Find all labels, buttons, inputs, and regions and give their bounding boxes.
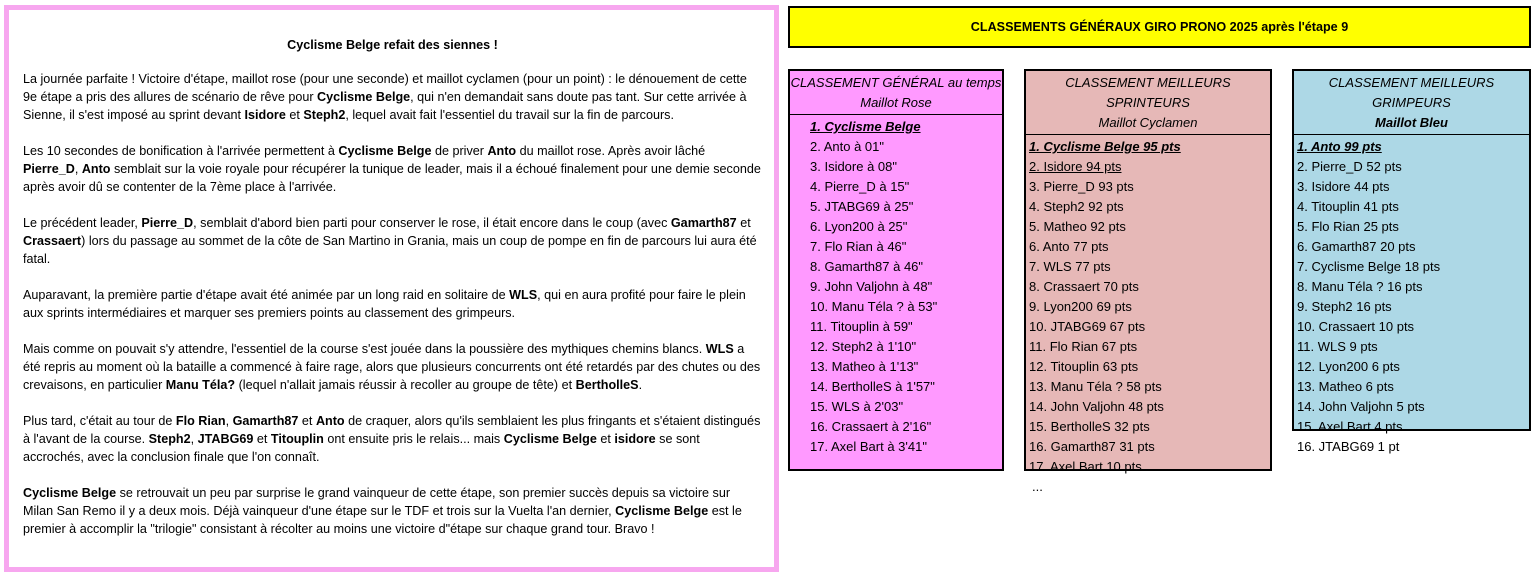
article-paragraph (23, 286, 762, 322)
article-paragraph (23, 412, 762, 466)
rider-name: Crassaert (23, 234, 82, 248)
ranking-row: 3. Pierre_D 93 pts (1029, 179, 1134, 194)
ranking-row: 3. Isidore 44 pts (1297, 179, 1390, 194)
ranking-row: 1. Cyclisme Belge (810, 119, 921, 134)
text-run: ) lors du passage au sommet de la côte de San Martino in Grania, mais un coup de pompe en fin de parcours lui aura été fatal. (23, 234, 757, 266)
ranking-row: 13. Matheo à 1'13" (810, 359, 919, 374)
ranking-row: 12. Lyon200 6 pts (1297, 359, 1400, 374)
text-run: , (225, 414, 233, 428)
ranking-row: 10. Crassaert 10 pts (1297, 319, 1415, 334)
ranking-row: 9. Steph2 16 pts (1297, 299, 1392, 314)
ranking-row: 14. John Valjohn 5 pts (1297, 399, 1425, 414)
text-run: Le précédent leader, (23, 216, 142, 230)
ranking-row: 2. Pierre_D 52 pts (1297, 159, 1402, 174)
text-run: Les 10 secondes de bonification à l'arrivée permettent à (23, 144, 339, 158)
rider-name: Pierre_D (23, 162, 75, 176)
ranking-row: 4. Pierre_D à 15" (810, 179, 910, 194)
climber-classification-board (1292, 69, 1531, 454)
rider-name: Cyclisme Belge (23, 486, 117, 500)
rider-name: WLS (509, 288, 538, 302)
rider-name: Gamarth87 (670, 216, 737, 230)
ranking-row: 11. Titouplin à 59" (810, 319, 913, 334)
ranking-row: 5. Matheo 92 pts (1029, 219, 1126, 234)
ranking-row: 6. Lyon200 à 25" (810, 219, 908, 234)
sprint-ranking-list (1026, 135, 1270, 497)
rider-name: Steph2 (303, 108, 346, 122)
text-run: et (596, 432, 615, 446)
text-run: , lequel avait fait l'essentiel du travail sur la fin de parcours. (345, 108, 674, 122)
ranking-row: 9. John Valjohn à 48" (810, 279, 933, 294)
rider-name: Flo Rian (175, 414, 226, 428)
rider-name: Cyclisme Belge (338, 144, 432, 158)
ranking-row: 1. Cyclisme Belge 95 pts (1029, 139, 1181, 154)
ranking-row: 13. Manu Téla ? 58 pts (1029, 379, 1162, 394)
general-classification-board (788, 69, 1004, 474)
board-header (790, 71, 1002, 115)
article-paragraph (23, 484, 762, 538)
ranking-row: 12. Titouplin 63 pts (1029, 359, 1139, 374)
text-run: se sont accrochés, avec la conclusion finale que l'on connaît. (23, 432, 700, 464)
classement-banner (788, 6, 1531, 48)
ranking-row: 14. BertholleS à 1'57" (810, 379, 935, 394)
rider-name: Manu Téla? (165, 378, 236, 392)
board-title: CLASSEMENT MEILLEURS SPRINTEURS (1065, 75, 1231, 110)
rider-name: Steph2 (148, 432, 191, 446)
ranking-row: 13. Matheo 6 pts (1297, 379, 1394, 394)
ranking-ellipsis: ... (813, 459, 824, 474)
rider-name: Anto (315, 414, 345, 428)
rider-name: JTABG69 (197, 432, 254, 446)
ranking-row: 8. Gamarth87 à 46" (810, 259, 924, 274)
ranking-row: 10. Manu Téla ? à 53" (810, 299, 938, 314)
rider-name: BertholleS (575, 378, 639, 392)
ranking-row: 8. Manu Téla ? 16 pts (1297, 279, 1423, 294)
text-run: ont ensuite pris le relais... mais (323, 432, 504, 446)
text-run: semblait sur la voie royale pour récupérer la tunique de leader, mais il a échoué finalement pour une demie seconde après avoir dû se contenter de la 7ème place à l'arrivée. (23, 162, 761, 194)
ranking-row: 2. Isidore 94 pts (1029, 159, 1122, 174)
text-run: se retrouvait un peu par surprise le grand vainqueur de cette étape, son premier succès depuis sa victoire sur Milan San Remo il y a deux mois. Déjà vainqueur d'une étape sur le TDF et trois sur la Vuelta l'an dernier, (23, 486, 731, 518)
ranking-row: 4. Titouplin 41 pts (1297, 199, 1399, 214)
rider-name: Titouplin (270, 432, 324, 446)
ranking-row: 16. Gamarth87 31 pts (1029, 439, 1155, 454)
ranking-row: 6. Anto 77 pts (1029, 239, 1109, 254)
board-title: CLASSEMENT GÉNÉRAL au temps (790, 75, 1002, 90)
article-body (23, 70, 762, 538)
text-run: , semblait d'abord bien parti pour conserver le rose, il était encore dans le coup (avec (193, 216, 671, 230)
rider-name: WLS (705, 342, 734, 356)
banner-title: CLASSEMENTS GÉNÉRAUX GIRO PRONO 2025 après l'étape 9 (970, 20, 1349, 34)
ranking-row: 12. Steph2 à 1'10" (810, 339, 917, 354)
ranking-row: 15. WLS à 2'03" (810, 399, 904, 414)
article-panel (4, 5, 779, 572)
article-paragraph (23, 340, 762, 394)
sprint-classification-board (1024, 69, 1272, 494)
text-run: de craquer, alors qu'ils semblaient les plus fringants et s'étaient distingués à l'avant de la course. (23, 414, 761, 446)
article-paragraph (23, 70, 762, 124)
ranking-row: 9. Lyon200 69 pts (1029, 299, 1132, 314)
ranking-row: 8. Crassaert 70 pts (1029, 279, 1139, 294)
board-header (1294, 71, 1529, 135)
board-subtitle: Maillot Rose (860, 95, 932, 110)
climber-ranking-list (1294, 135, 1529, 457)
ranking-row: 15. BertholleS 32 pts (1029, 419, 1150, 434)
ranking-row: 10. JTABG69 67 pts (1029, 319, 1146, 334)
board-subtitle: Maillot Bleu (1375, 115, 1448, 130)
ranking-row: 11. Flo Rian 67 pts (1029, 339, 1138, 354)
ranking-row: 3. Isidore à 08" (810, 159, 898, 174)
rider-name: Pierre_D (141, 216, 194, 230)
text-run: et (253, 432, 271, 446)
general-ranking-list (790, 115, 1002, 477)
text-run: . (638, 378, 643, 392)
ranking-ellipsis: ... (1032, 479, 1043, 494)
text-run: et (285, 108, 304, 122)
rider-name: Anto (487, 144, 517, 158)
rider-name: Cyclisme Belge (503, 432, 597, 446)
ranking-row: 7. Flo Rian à 46" (810, 239, 907, 254)
text-run: , qui n'en demandait sans doute pas tant. Sur cette arrivée à Sienne, il s'est imposé au sprint devant (23, 90, 747, 122)
text-run: du maillot rose. Après avoir lâché (516, 144, 706, 158)
text-run: , qui en aura profité pour faire le plein aux sprints intermédiaires et marquer ses premiers points au classement des grimpeurs. (23, 288, 746, 320)
rider-name: Isidore (244, 108, 286, 122)
text-run: de priver (431, 144, 488, 158)
article-paragraph (23, 142, 762, 196)
ranking-row: 1. Anto 99 pts (1297, 139, 1382, 154)
article-title: Cyclisme Belge refait des siennes ! (287, 38, 498, 52)
rider-name: Gamarth87 (232, 414, 299, 428)
ranking-row: 7. Cyclisme Belge 18 pts (1297, 259, 1441, 274)
text-run: a été repris au moment où la bataille a commencé à faire rage, alors que plusieurs concurrents ont été retardés par des chutes ou des crevaisons, en particulier (23, 342, 761, 392)
text-run: Auparavant, la première partie d'étape avait été animée par un long raid en solitaire de (23, 288, 510, 302)
text-run: La journée parfaite ! Victoire d'étape, maillot rose (pour une seconde) et maillot cyclamen (pour un point) : le dénouement de cette 9e étape a pris des allures de scénario de rêve pour (23, 72, 747, 104)
text-run: Plus tard, c'était au tour de (23, 414, 176, 428)
ranking-row: 5. Flo Rian 25 pts (1297, 219, 1399, 234)
ranking-row: 5. JTABG69 à 25" (810, 199, 914, 214)
text-run: est le premier à accomplir la "trilogie" consistant à récolter au moins une victoire d"étape sur chaque grand tour. Bravo ! (23, 504, 742, 536)
rider-name: isidore (614, 432, 656, 446)
text-run: et (298, 414, 316, 428)
ranking-row: 16. Crassaert à 2'16" (810, 419, 932, 434)
ranking-row: 17. Axel Bart à 3'41" (810, 439, 927, 454)
rider-name: Cyclisme Belge (317, 90, 411, 104)
ranking-row: 15. Axel Bart 4 pts (1297, 419, 1403, 434)
article-paragraph (23, 214, 762, 268)
ranking-row: 16. JTABG69 1 pt (1297, 439, 1400, 454)
text-run: (lequel n'allait jamais réussir à recoller au groupe de tête) et (235, 378, 576, 392)
text-run: Mais comme on pouvait s'y attendre, l'essentiel de la course s'est jouée dans la poussière des mythiques chemins blancs. (23, 342, 706, 356)
text-run: et (736, 216, 751, 230)
ranking-row: 14. John Valjohn 48 pts (1029, 399, 1164, 414)
ranking-row: 6. Gamarth87 20 pts (1297, 239, 1416, 254)
ranking-row: 2. Anto à 01" (810, 139, 885, 154)
rider-name: Anto (81, 162, 111, 176)
text-run: , (190, 432, 198, 446)
rider-name: Cyclisme Belge (615, 504, 709, 518)
board-subtitle: Maillot Cyclamen (1098, 115, 1198, 130)
ranking-row: 11. WLS 9 pts (1297, 339, 1378, 354)
board-title: CLASSEMENT MEILLEURS GRIMPEURS (1328, 75, 1495, 110)
board-header (1026, 71, 1270, 135)
ranking-row: 17. Axel Bart 10 pts (1029, 459, 1142, 474)
ranking-row: 7. WLS 77 pts (1029, 259, 1111, 274)
ranking-row: 4. Steph2 92 pts (1029, 199, 1124, 214)
text-run: , (74, 162, 82, 176)
